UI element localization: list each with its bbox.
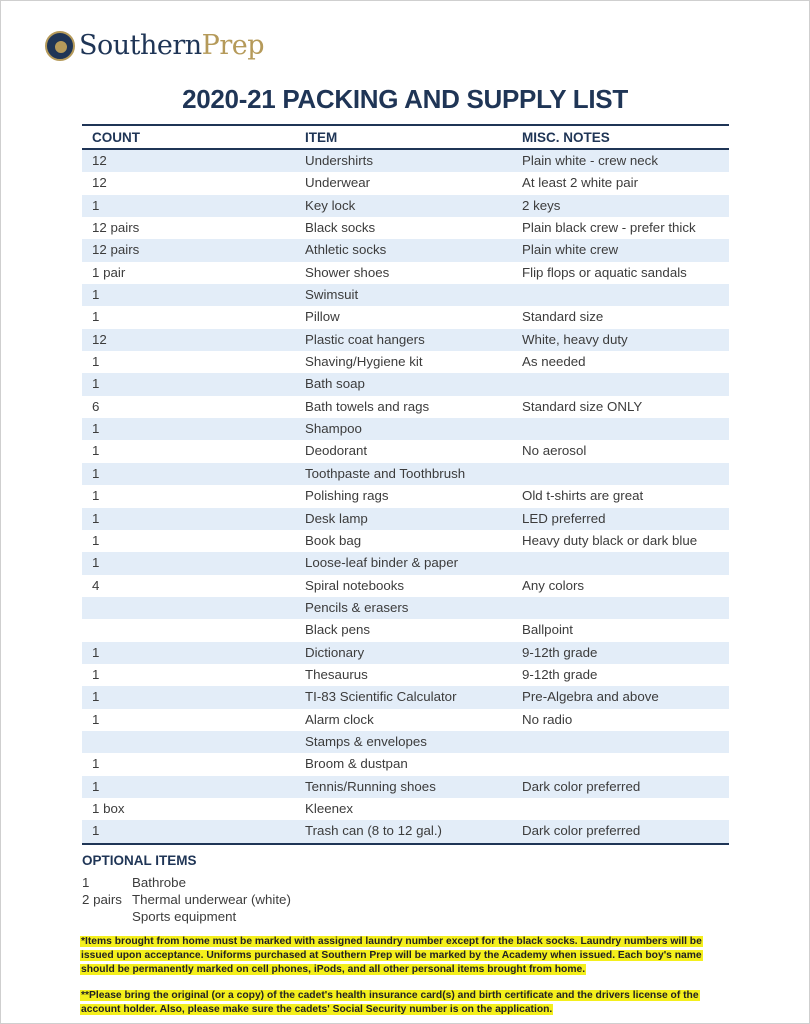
row-note: Heavy duty black or dark blue	[522, 532, 698, 548]
row-item: Undershirts	[305, 153, 373, 168]
row-item: Pillow	[305, 309, 340, 325]
row-count: 1	[92, 309, 100, 325]
row-note: Old t-shirts are great	[522, 488, 644, 504]
row-item: Bath towels and rags	[305, 398, 430, 414]
row-count: 4	[92, 577, 100, 593]
row-note: No radio	[522, 711, 573, 727]
table-row	[82, 172, 729, 194]
table-row	[82, 642, 729, 664]
logo-wordmark	[79, 30, 264, 61]
table-row	[82, 195, 729, 217]
row-item: Desk lamp	[305, 510, 368, 526]
row-item: Black pens	[305, 622, 371, 638]
row-count: 1	[92, 711, 100, 727]
row-item: Athletic socks	[305, 242, 387, 258]
table-row	[82, 820, 729, 842]
table-row	[82, 753, 729, 775]
table-row	[82, 150, 729, 172]
row-note: Plain white - crew neck	[522, 153, 658, 168]
row-item: Plastic coat hangers	[305, 331, 425, 347]
laundry-note-text: *Items brought from home must be marked with assigned laundry number except for the black socks. Laundry numbers will be issued upon acceptance. Uniforms purchased at Southern Prep will be marked by the Academy when issued. Each boy's name should be permanently marked on cell phones, iPods, and all other personal items brought from home.	[81, 936, 702, 975]
row-item: Broom & dustpan	[305, 756, 408, 772]
header-item: ITEM	[305, 129, 338, 145]
row-count: 12 pairs	[92, 220, 140, 236]
row-count: 1	[92, 421, 100, 437]
table-row	[82, 373, 729, 395]
optional-item-count: 2 pairs	[82, 892, 122, 907]
row-count: 1	[92, 443, 100, 459]
row-count: 1	[92, 823, 100, 839]
row-note: Ballpoint	[522, 622, 574, 638]
row-item: Kleenex	[305, 800, 354, 816]
row-count: 1	[92, 354, 100, 370]
table-row	[82, 552, 729, 574]
table-row	[82, 284, 729, 306]
documents-note-text: **Please bring the original (or a copy) of the cadet's health insurance card(s) and birth certificate and the drivers license of the account holder. Also, please make sure the cadets' Social Security number is on the application.	[81, 990, 699, 1015]
optional-item-name: Sports equipment	[132, 909, 237, 924]
row-item: Black socks	[305, 220, 376, 236]
row-note: Any colors	[522, 577, 585, 593]
row-count: 1	[92, 197, 100, 213]
table-row	[82, 463, 729, 485]
optional-item-count: 1	[82, 875, 90, 890]
row-count: 1 pair	[92, 264, 126, 280]
table-row	[82, 485, 729, 507]
table-row	[82, 329, 729, 351]
row-item: Trash can (8 to 12 gal.)	[305, 823, 442, 839]
table-row	[82, 575, 729, 597]
row-note: Dark color preferred	[522, 823, 641, 839]
row-note: Pre-Algebra and above	[522, 689, 659, 705]
row-item: Tennis/Running shoes	[305, 778, 436, 794]
row-item: Thesaurus	[305, 666, 368, 682]
row-item: Stamps & envelopes	[305, 733, 427, 749]
row-note: Plain black crew - prefer thick	[522, 220, 696, 236]
row-note: White, heavy duty	[522, 331, 628, 347]
optional-item-name: Thermal underwear (white)	[132, 892, 291, 907]
row-count: 1	[92, 689, 100, 705]
row-note: Dark color preferred	[522, 778, 641, 794]
page-title: 2020-21 PACKING AND SUPPLY LIST	[182, 84, 628, 114]
row-count: 1	[92, 287, 100, 303]
row-item: Shampoo	[305, 421, 362, 437]
row-item: Alarm clock	[305, 711, 374, 727]
row-note: At least 2 white pair	[522, 175, 639, 191]
table-row	[82, 306, 729, 328]
row-item: Dictionary	[305, 644, 365, 660]
row-item: Underwear	[305, 175, 371, 191]
row-item: Polishing rags	[305, 488, 389, 504]
row-count: 1	[92, 778, 100, 794]
row-note: Plain white crew	[522, 242, 619, 258]
row-count: 12 pairs	[92, 242, 140, 258]
row-count: 1	[92, 644, 100, 660]
table-row	[82, 731, 729, 753]
table-row	[82, 686, 729, 708]
row-item: Spiral notebooks	[305, 577, 405, 593]
supply-table	[82, 124, 729, 845]
row-note: 2 keys	[522, 197, 561, 213]
table-bottom-rule	[82, 843, 729, 845]
row-note: As needed	[522, 354, 586, 370]
row-item: TI-83 Scientific Calculator	[305, 689, 457, 705]
logo-text-southern: Southern	[79, 30, 202, 61]
row-note: No aerosol	[522, 443, 587, 459]
table-row	[82, 619, 729, 641]
table-row	[82, 351, 729, 373]
row-item: Deodorant	[305, 443, 368, 459]
row-note: Flip flops or aquatic sandals	[522, 264, 687, 280]
row-count: 12	[92, 153, 107, 168]
row-note: LED preferred	[522, 510, 606, 526]
optional-items-title: OPTIONAL ITEMS	[82, 853, 197, 868]
southern-prep-logo	[45, 30, 264, 61]
table-row	[82, 239, 729, 261]
row-count: 1 box	[92, 800, 125, 816]
school-seal-icon	[45, 31, 75, 61]
row-note: 9-12th grade	[522, 644, 598, 660]
row-count: 1	[92, 532, 100, 548]
table-row	[82, 262, 729, 284]
row-count: 12	[92, 331, 107, 347]
row-item: Loose-leaf binder & paper	[305, 555, 459, 571]
row-item: Bath soap	[305, 376, 365, 392]
row-count: 1	[92, 555, 100, 571]
table-row	[82, 508, 729, 530]
table-row	[82, 709, 729, 731]
row-item: Key lock	[305, 197, 356, 213]
row-count: 1	[92, 510, 100, 526]
table-row	[82, 418, 729, 440]
table-row	[82, 776, 729, 798]
table-row	[82, 597, 729, 619]
row-count: 6	[92, 398, 100, 414]
table-row	[82, 440, 729, 462]
laundry-note	[80, 935, 730, 977]
table-header	[82, 124, 729, 150]
row-item: Shower shoes	[305, 264, 390, 280]
row-count: 1	[92, 666, 100, 682]
table-row	[82, 798, 729, 820]
table-row	[82, 530, 729, 552]
row-item: Pencils & erasers	[305, 599, 409, 615]
table-row	[82, 664, 729, 686]
table-row	[82, 217, 729, 239]
table-row	[82, 396, 729, 418]
row-note: Standard size ONLY	[522, 398, 643, 414]
documents-note	[80, 989, 730, 1017]
row-count: 1	[92, 488, 100, 504]
row-count: 1	[92, 465, 100, 481]
row-note: Standard size	[522, 309, 604, 325]
header-notes: MISC. NOTES	[522, 129, 610, 145]
row-note: 9-12th grade	[522, 666, 598, 682]
header-count: COUNT	[92, 129, 140, 145]
row-item: Swimsuit	[305, 287, 359, 303]
optional-item-name: Bathrobe	[132, 875, 186, 890]
row-item: Shaving/Hygiene kit	[305, 354, 423, 370]
row-count: 1	[92, 376, 100, 392]
row-count: 12	[92, 175, 107, 191]
row-item: Book bag	[305, 532, 362, 548]
table-body	[82, 150, 729, 843]
row-count: 1	[92, 756, 100, 772]
logo-text-prep: Prep	[201, 30, 264, 61]
row-item: Toothpaste and Toothbrush	[305, 465, 466, 481]
